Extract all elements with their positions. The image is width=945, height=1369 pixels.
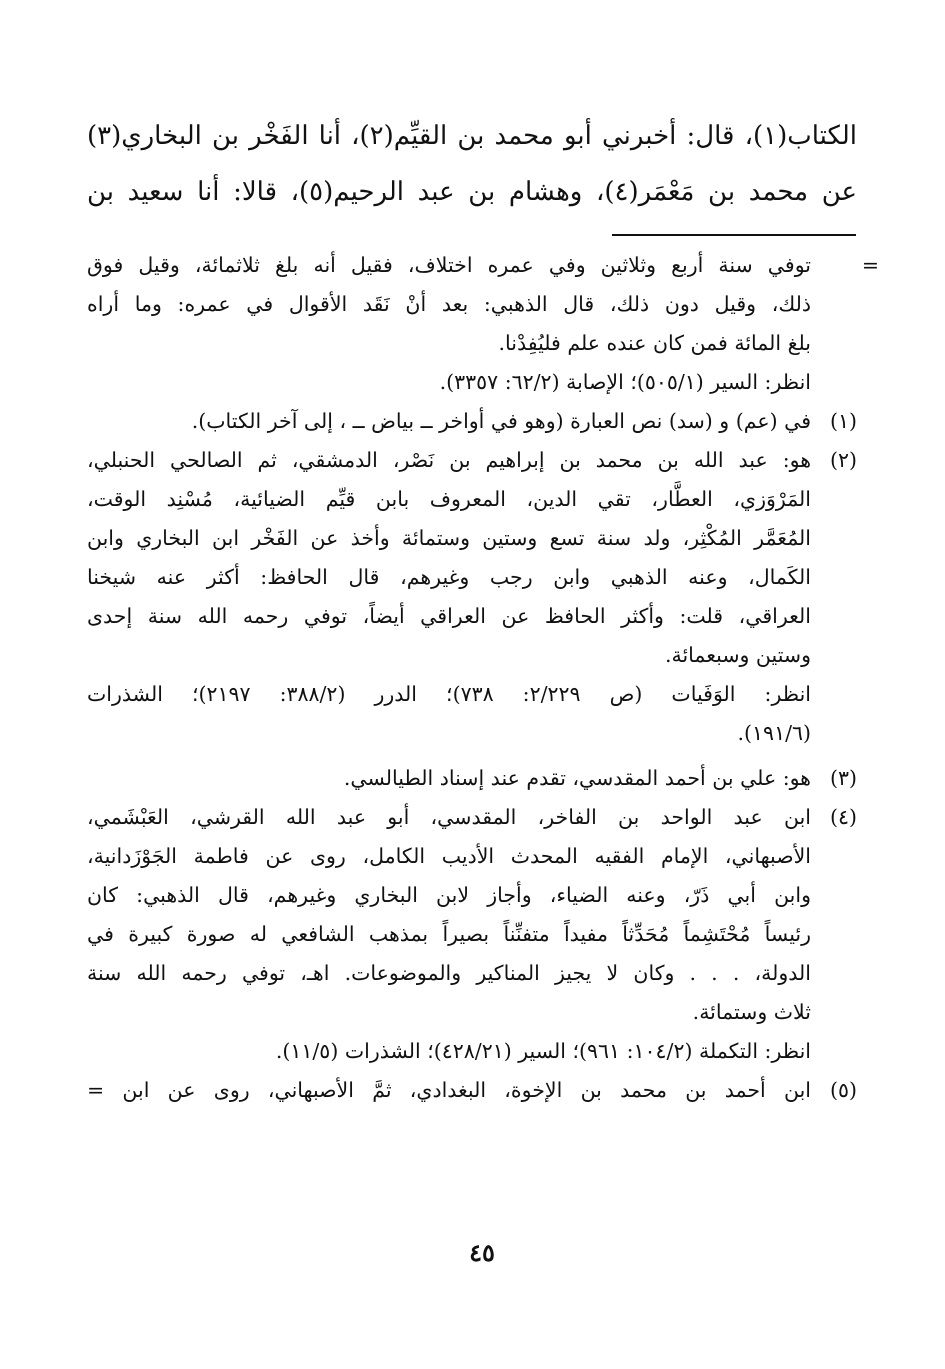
footnote-line: هو: علي بن أحمد المقدسي، تقدم عند إسناد الطيالسي. (343, 766, 811, 790)
footnote-3 (87, 759, 857, 798)
footnote-1 (87, 402, 857, 441)
main-text (87, 108, 857, 220)
footnote-reference: انظر: التكملة (١٠٤/٢: ٩٦١)؛ السير (٤٢٨/٢١)؛ الشذرات (١١/٥). (275, 1039, 811, 1063)
footnote-line: وابن أبي ذَرّ، وعنه الضياء، وأجاز لابن البخاري وغيرهم، قال الذهبي: كان (87, 883, 811, 907)
footnote-5 (87, 1071, 857, 1110)
main-text-line: عن محمد بن مَعْمَر(٤)، وهشام بن عبد الرحيم(٥)، قالا: أنا سعيد بن (87, 177, 857, 207)
footnote-line: ابن أحمد بن محمد بن الإخوة، البغدادي، ثمَّ الأصبهاني، روى عن ابن = (87, 1078, 811, 1102)
footnote-line: في (عم) و (سد) نص العبارة (وهو في أواخر ــ بياض ــ ، إلى آخر الكتاب). (191, 409, 811, 433)
footnote-line: رئيساً مُحْتَشِماً مُحَدِّثاً مفيداً متفنِّناً بصيراً بمذهب الشافعي له صورة كبيرة في (87, 922, 811, 946)
footnote-reference: (١٩١/٦). (737, 721, 811, 745)
footnote-reference: انظر: الوَفَيات (ص ٢/٢٢٩: ٧٣٨)؛ الدرر (٣٨٨/٢: ٢١٩٧)؛ الشذرات (87, 682, 811, 706)
main-text-line: الكتاب(١)، قال: أخبرني أبو محمد بن القيِّم(٢)، أنا الفَخْر بن البخاري(٣) (87, 121, 857, 151)
footnote-line: وستين وسبعمائة. (664, 643, 811, 667)
footnote-number: (١) (829, 409, 857, 433)
footnote-number: (٤) (829, 805, 857, 829)
footnote-number: (٢) (829, 448, 857, 472)
footnote-line: الدولة، . . . وكان لا يجيز المناكير والموضوعات. اهـ، توفي رحمه الله سنة (87, 961, 811, 985)
footnote-number: (٥) (829, 1078, 857, 1102)
footnote-line: العراقي، قلت: وأكثر الحافظ عن العراقي أيضاً، توفي رحمه الله سنة إحدى (87, 604, 811, 628)
footnote-line: المُعَمَّر المُكْثِر، ولد سنة تسع وستين وستمائة وأخذ عن الفَخْر ابن البخاري وابن (87, 526, 811, 550)
footnotes (87, 246, 879, 1110)
footnote-line: بلغ المائة فمن كان عنده علم فليُفِدْنا. (498, 331, 811, 355)
footnote-continuation (87, 246, 879, 402)
page-number: ٤٥ (469, 1238, 495, 1267)
footnote-line: ثلاث وستمائة. (692, 1000, 811, 1024)
footnote-reference: انظر: السير (٥٠٥/١)؛ الإصابة (٦٢/٢: ٣٣٥٧). (439, 370, 811, 394)
footnote-line: توفي سنة أربع وثلاثين وفي عمره اختلاف، فقيل أنه بلغ ثلاثمائة، وقيل فوق (87, 253, 811, 277)
footnote-line: الأصبهاني، الإمام الفقيه المحدث الأديب الكامل، روى عن فاطمة الجَوْزَدانية، (87, 844, 811, 868)
footnote-line: المَرْوَزي، العطَّار، تقي الدين، المعروف بابن قيِّم الضيائية، مُسْنِد الوقت، (87, 487, 811, 511)
footnote-line: ابن عبد الواحد بن الفاخر، المقدسي، أبو عبد الله القرشي، العَبْشَمي، (87, 805, 811, 829)
footnote-line: هو: عبد الله بن محمد بن إبراهيم بن نَصْر، الدمشقي، ثم الصالحي الحنبلي، (87, 448, 811, 472)
footnote-line: الكَمال، وعنه الذهبي وابن رجب وغيرهم، قال الحافظ: أكثر عنه شيخنا (87, 565, 811, 589)
footnote-line: ذلك، وقيل دون ذلك، قال الذهبي: بعد أنْ نَقَد الأقوال في عمره: وما أراه (87, 292, 811, 316)
footnote-4 (87, 798, 857, 1071)
continuation-marker: = (861, 253, 879, 277)
footnote-number: (٣) (829, 766, 857, 790)
footnote-2 (87, 441, 857, 753)
footnote-separator (612, 234, 856, 236)
